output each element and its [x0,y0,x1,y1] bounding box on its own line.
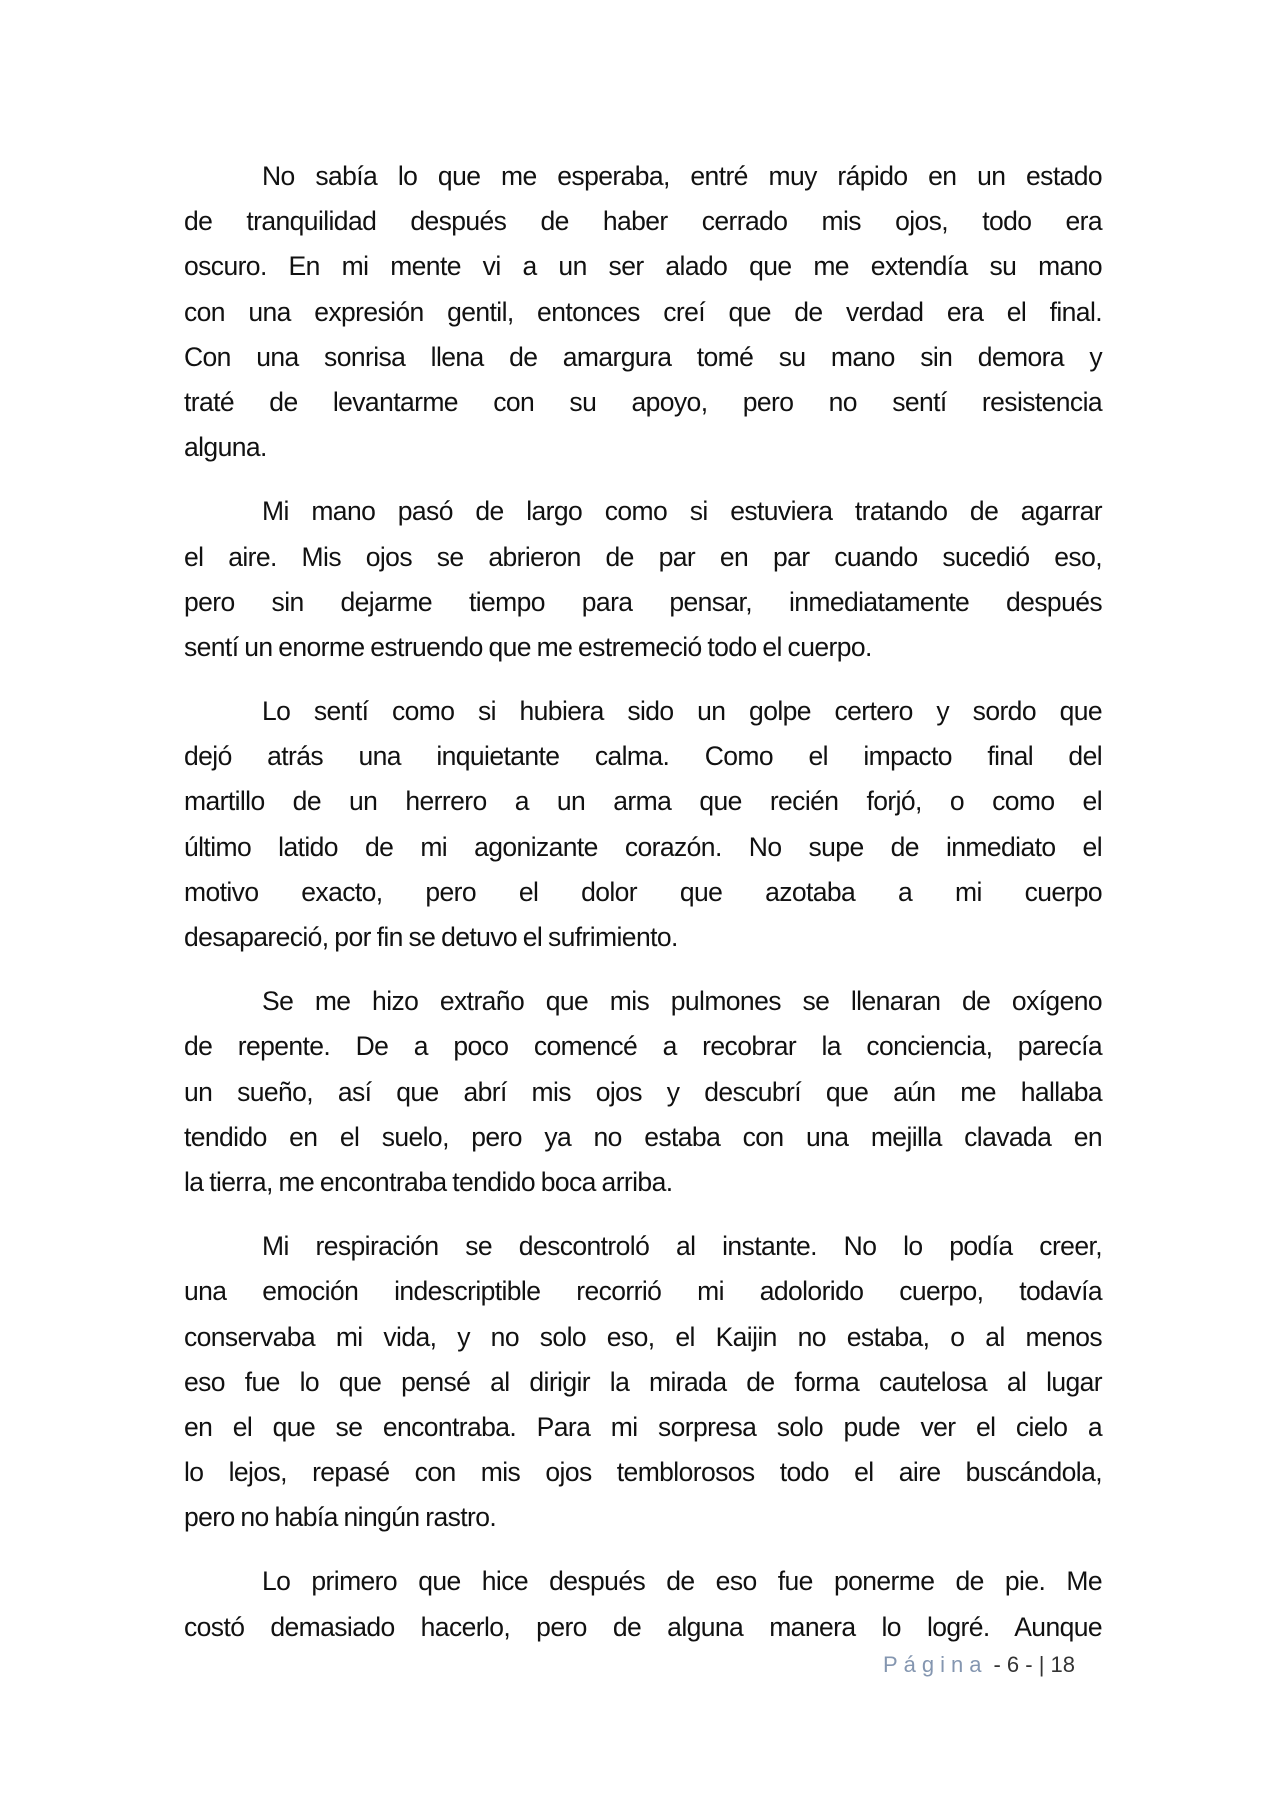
text-line: martillo de un herrero a un arma que recién forjó, o como el [184,786,1102,817]
page-label: Página [882,1652,988,1677]
text-line: costó demasiado hacerlo, pero de alguna manera lo logré. Aunque [184,1611,1102,1642]
text-line: Lo sentí como si hubiera sido un golpe certero y sordo que [262,696,1102,727]
text-line: el aire. Mis ojos se abrieron de par en par cuando sucedió eso, [184,541,1102,572]
text-line: Se me hizo extraño que mis pulmones se llenaran de oxígeno [262,986,1102,1017]
text-line: conservaba mi vida, y no solo eso, el Kaijin no estaba, o al menos [184,1321,1102,1352]
text-line: traté de levantarme con su apoyo, pero no sentí resistencia [184,386,1102,417]
text-line: con una expresión gentil, entonces creí que de verdad era el final. [184,296,1102,327]
text-line: tendido en el suelo, pero ya no estaba con una mejilla clavada en [184,1121,1102,1152]
page-footer [883,1650,1075,1680]
paragraph [184,154,1102,470]
paragraph [184,1559,1102,1649]
text-line: un sueño, así que abrí mis ojos y descubrí que aún me hallaba [184,1076,1102,1107]
text-line: último latido de mi agonizante corazón. No supe de inmediato el [184,831,1102,862]
text-line: dejó atrás una inquietante calma. Como el impacto final del [184,741,1102,772]
text-line: eso fue lo que pensé al dirigir la mirada de forma cautelosa al lugar [184,1366,1102,1397]
body-text [184,154,1102,1669]
text-line: la tierra, me encontraba tendido boca arriba. [184,1166,673,1197]
paragraph [184,979,1102,1205]
text-line: pero sin dejarme tiempo para pensar, inmediatamente después [184,586,1102,617]
text-line: en el que se encontraba. Para mi sorpresa solo pude ver el cielo a [184,1411,1102,1442]
text-line: alguna. [184,432,267,463]
paragraph [184,1224,1102,1540]
page-number: - 6 - | 18 [993,1652,1075,1677]
text-line: No sabía lo que me esperaba, entré muy rápido en un estado [262,161,1102,191]
text-line: desapareció, por fin se detuvo el sufrimiento. [184,922,678,952]
paragraph [184,489,1102,670]
text-line: oscuro. En mi mente vi a un ser alado que me extendía su mano [184,251,1102,282]
text-line: sentí un enorme estruendo que me estremeció todo el cuerpo. [184,631,872,662]
text-line: Con una sonrisa llena de amargura tomé su mano sin demora y [184,341,1102,372]
text-line: Mi mano pasó de largo como si estuviera tratando de agarrar [262,496,1102,527]
text-line: lo lejos, repasé con mis ojos temblorosos todo el aire buscándola, [184,1457,1102,1488]
text-line: de repente. De a poco comencé a recobrar la conciencia, parecía [184,1031,1102,1062]
paragraph [184,689,1102,960]
text-line: una emoción indescriptible recorrió mi adolorido cuerpo, todavía [184,1276,1102,1307]
text-line: motivo exacto, pero el dolor que azotaba a mi cuerpo [184,876,1102,907]
text-line: Lo primero que hice después de eso fue ponerme de pie. Me [262,1566,1102,1597]
text-line: de tranquilidad después de haber cerrado mis ojos, todo era [184,206,1102,237]
text-line: Mi respiración se descontroló al instante. No lo podía creer, [262,1231,1102,1262]
text-line: pero no había ningún rastro. [184,1502,497,1533]
